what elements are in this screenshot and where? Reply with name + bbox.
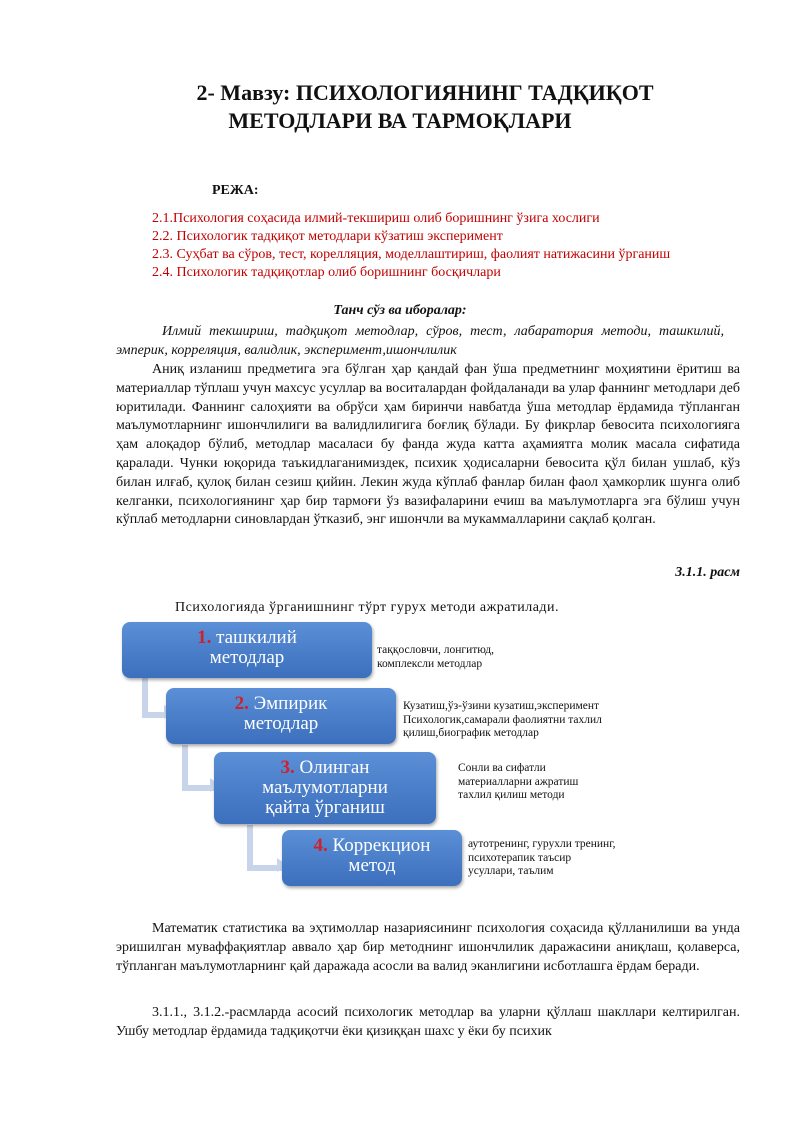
- method-label: метод: [348, 855, 396, 876]
- method-number: 3.: [280, 757, 295, 778]
- page-title-line1: 2- Мавзу: ПСИХОЛОГИЯНИНГ ТАДҚИҚОТ: [196, 80, 654, 105]
- plan-heading: РЕЖА:: [212, 183, 259, 198]
- desc-line: комплексли методлар: [377, 657, 483, 670]
- desc-line: Психологик,самарали фаолиятни тахлил: [403, 713, 602, 726]
- figure-label: 3.1.1. расм: [675, 565, 740, 580]
- method-desc-3: [458, 762, 578, 803]
- plan-list: [116, 210, 724, 282]
- keywords-heading: Танч сўз ва иборалар:: [333, 303, 467, 318]
- method-number: 4.: [313, 835, 328, 856]
- desc-line: таққословчи, лонгитюд,: [377, 644, 495, 656]
- paragraph-2: Математик статистика ва эҳтимоллар назариясининг психология соҳасида қўлланилиши ва унда эришилган муваффақиятлар аввало ҳар бир методнинг ишончлилик даражасини аниқлаш, қолаверса, тўпланган маълумотларнинг қай даражада асосли ва валид эканлигини исботлашга ёрдам беради.: [116, 921, 740, 974]
- plan-item-4: 2.4. Психологик тадқиқотлар олиб боришнинг босқичлари: [152, 265, 501, 280]
- method-label: ташкилий: [216, 627, 297, 648]
- plan-item-3: 2.3. Суҳбат ва сўров, тест, корелляция, моделлаштириш, фаолият натижасини ўрганиш: [152, 247, 671, 262]
- method-box-3: [214, 752, 436, 824]
- method-label: маълумотларни: [262, 777, 388, 798]
- methods-diagram: [110, 590, 710, 900]
- plan-item-1: 2.1.Психология соҳасида илмий-текшириш олиб боришнинг ўзига хослиги: [152, 211, 600, 226]
- desc-line: усуллари, таълим: [468, 865, 554, 877]
- desc-line: аутотренинг, гурухли тренинг,: [468, 838, 616, 850]
- method-label: методлар: [243, 713, 319, 734]
- method-label: Эмпирик: [253, 693, 328, 714]
- desc-line: психотерапик таъсир: [468, 851, 572, 864]
- method-desc-2: [403, 700, 602, 741]
- keywords-text: Илмий текшириш, тадқиқот методлар, сўров, тест, лабаратория методи, ташкилий, эмперик, корреляция, валидлик, эксперимент,ишончлилик: [116, 324, 724, 358]
- method-label: қайта ўрганиш: [265, 797, 385, 818]
- method-label: методлар: [209, 647, 285, 668]
- paragraph-3: 3.1.1., 3.1.2.-расмларда асосий психологик методлар ва уларни қўллаш шакллари келтирилган. Ушбу методлар ёрдамида тадқиқотчи ёки қизиққан шахс у ёки бу психик: [116, 1005, 740, 1039]
- method-desc-4: [468, 838, 616, 879]
- paragraph-1: Аниқ изланиш предметига эга бўлган ҳар қандай фан ўша предметнинг моҳиятини ёритиш ва материаллар тўплаш учун махсус усуллар ва воситалардан фойдаланади ва улар фаннинг методлари деб юритилади. Фаннинг салоҳияти ва обрўси ҳам биринчи навбатда ўша методлар ёрдамида тўпланган маълумотларнинг ишончлилиги ва валидлилигига боғлиқ бўлади. Бу фикрлар бевосита психологияга ҳам алоқадор бўлиб, методлар масаласи бу фанда жуда катта аҳамиятга молик масала сифатида қаралади. Чунки юқорида таъкидлаганимиздек, психик ҳодисаларни бевосита қўл билан ушлаб, кўз билан илғаб, қулоқ билан сезиш қийин. Лекин жуда кўплаб фанлар билан фаол ҳамкорлик шунга олиб келганки, психологиянинг ҳар бир тармоғи ўз вазифаларини ечиш ва маълумотларга эга бўлиш учун кўплаб методларни синовлардан ўтказиб, энг ишончли ва мукаммалларини сақлаб қолган.: [116, 362, 740, 528]
- method-number: 1.: [197, 627, 212, 648]
- plan-item-2: 2.2. Психологик тадқиқот методлари кўзатиш эксперимент: [152, 229, 503, 244]
- desc-line: Кузатиш,ўз-ўзини кузатиш,эксперимент: [403, 700, 600, 712]
- desc-line: тахлил қилиш методи: [458, 789, 565, 801]
- method-label: Олинган: [299, 757, 370, 778]
- method-box-4: [282, 830, 462, 886]
- desc-line: қилиш,биографик методлар: [403, 727, 539, 739]
- desc-line: материалларни ажратиш: [458, 775, 579, 788]
- diagram-title: Психологияда ўрганишнинг тўрт гурух методи ажратилади.: [175, 600, 560, 615]
- method-box-1: [122, 622, 372, 678]
- method-label: Коррекцион: [332, 835, 431, 856]
- desc-line: Сонли ва сифатли: [458, 762, 546, 774]
- page-title-line2: МЕТОДЛАРИ ВА ТАРМОҚЛАРИ: [228, 108, 572, 133]
- method-desc-1: [377, 644, 494, 671]
- method-number: 2.: [234, 693, 249, 714]
- method-box-2: [166, 688, 396, 744]
